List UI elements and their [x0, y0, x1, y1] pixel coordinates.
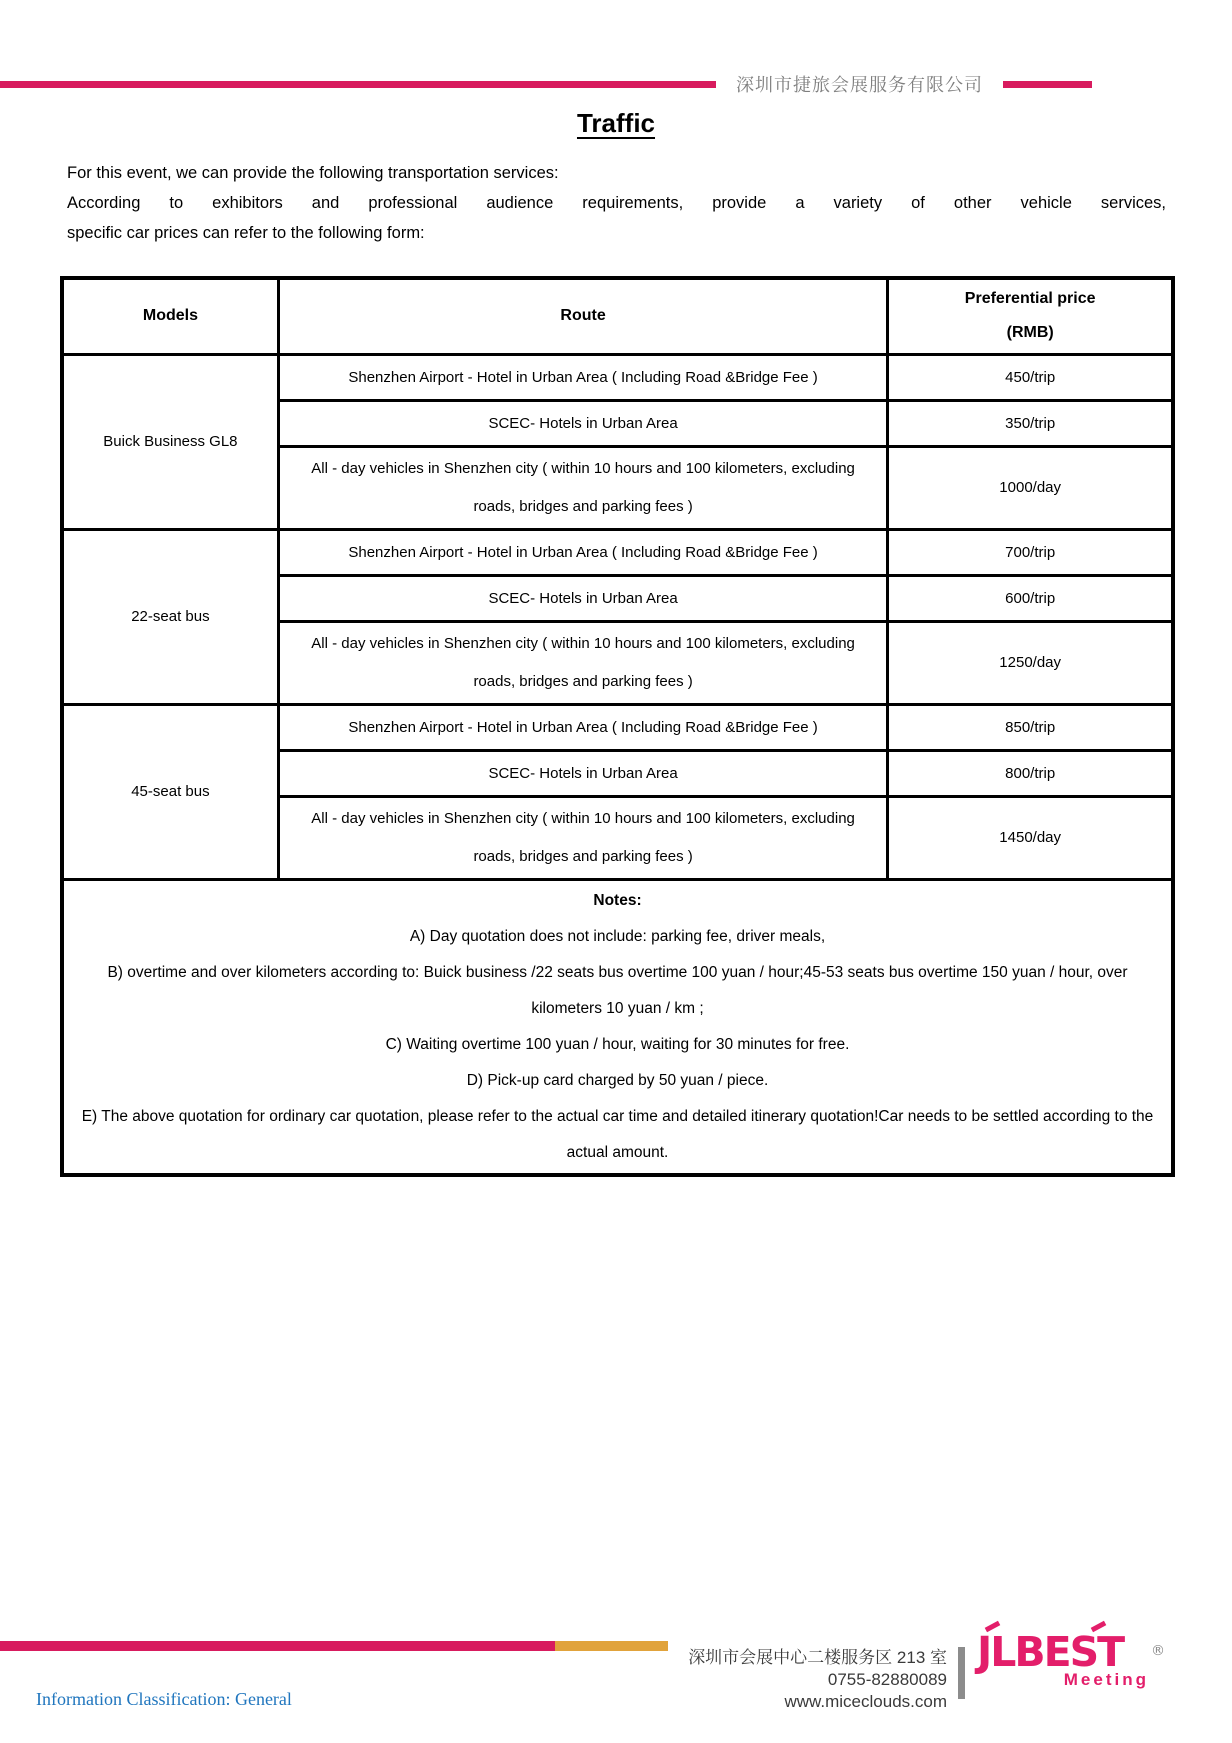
table-row [62, 529, 1173, 575]
information-classification-label: Information Classification: General [36, 1689, 292, 1709]
intro-text [67, 158, 1166, 248]
title-row [0, 108, 1232, 139]
footer-bar-orange [555, 1641, 668, 1651]
column-header-route: Route [278, 278, 887, 354]
header-company-name: 深圳市捷旅会展服务有限公司 [736, 75, 983, 95]
intro-line-1: For this event, we can provide the following transportation services: [67, 164, 559, 182]
registered-trademark-icon: ® [1151, 1643, 1165, 1659]
price-cell: 450/trip [888, 354, 1173, 400]
intro-line-2: According to exhibitors and professional audience requirements, provide a variety of other vehicle services, [67, 194, 1166, 212]
page-header [0, 72, 1092, 96]
model-cell-buick: Buick Business GL8 [62, 354, 278, 529]
footer-phone: 0755-82880089 [827, 1670, 947, 1689]
route-cell: Shenzhen Airport - Hotel in Urban Area ( Including Road &Bridge Fee ) [278, 529, 887, 575]
footer-bar-pink [0, 1641, 555, 1651]
column-header-models: Models [62, 278, 278, 354]
footer-contact-block [688, 1647, 947, 1713]
table-row [62, 704, 1173, 750]
route-cell: All - day vehicles in Shenzhen city ( within 10 hours and 100 kilometers, excluding roads, bridges and parking fees ) [278, 446, 887, 529]
note-c: C) Waiting overtime 100 yuan / hour, waiting for 30 minutes for free. [385, 1035, 850, 1053]
price-cell: 1450/day [888, 796, 1173, 879]
route-cell: All - day vehicles in Shenzhen city ( within 10 hours and 100 kilometers, excluding roads, bridges and parking fees ) [278, 796, 887, 879]
model-cell-45-seat-bus: 45-seat bus [62, 704, 278, 879]
jlbest-logo [977, 1628, 1165, 1690]
notes-row [62, 879, 1173, 1175]
page-title: Traffic [576, 108, 656, 138]
footer-address: 深圳市会展中心二楼服务区 213 室 [688, 1648, 947, 1667]
transport-price-table [60, 276, 1175, 1177]
column-header-price-line1: Preferential price [964, 290, 1096, 308]
column-header-price-line2: (RMB) [1006, 324, 1054, 342]
intro-line-3: specific car prices can refer to the following form: [67, 224, 425, 242]
jlbest-logo-text: JLBEST [977, 1628, 1124, 1676]
price-cell: 1250/day [888, 621, 1173, 704]
route-cell: Shenzhen Airport - Hotel in Urban Area ( Including Road &Bridge Fee ) [278, 704, 887, 750]
jlbest-logo-wordmark [977, 1628, 1165, 1676]
route-cell: All - day vehicles in Shenzhen city ( within 10 hours and 100 kilometers, excluding roads, bridges and parking fees ) [278, 621, 887, 704]
logo-divider-bar [958, 1647, 965, 1699]
note-d: D) Pick-up card charged by 50 yuan / piece. [466, 1071, 769, 1089]
header-rule-left [0, 81, 716, 88]
route-cell: SCEC- Hotels in Urban Area [278, 400, 887, 446]
price-cell: 1000/day [888, 446, 1173, 529]
route-cell: SCEC- Hotels in Urban Area [278, 575, 887, 621]
route-cell: SCEC- Hotels in Urban Area [278, 750, 887, 796]
notes-cell [62, 879, 1173, 1175]
price-cell: 850/trip [888, 704, 1173, 750]
price-cell: 600/trip [888, 575, 1173, 621]
table-row [62, 354, 1173, 400]
price-cell: 800/trip [888, 750, 1173, 796]
notes-label: Notes: [593, 891, 642, 909]
route-cell: Shenzhen Airport - Hotel in Urban Area ( Including Road &Bridge Fee ) [278, 354, 887, 400]
model-cell-22-seat-bus: 22-seat bus [62, 529, 278, 704]
footer-website: www.miceclouds.com [784, 1692, 947, 1711]
note-a: A) Day quotation does not include: parking fee, driver meals, [409, 927, 826, 945]
column-header-price [888, 278, 1173, 354]
header-rule-right [1003, 81, 1092, 88]
table-header-row [62, 278, 1173, 354]
note-e: E) The above quotation for ordinary car quotation, please refer to the actual car time and detailed itinerary quotation!Car needs to be settled according to the actual amount. [81, 1107, 1154, 1161]
note-b: B) overtime and over kilometers according to: Buick business /22 seats bus overtime 100 yuan / hour;45-53 seats bus overtime 150 yuan / hour, over kilometers 10 yuan / km ; [107, 963, 1128, 1017]
price-cell: 700/trip [888, 529, 1173, 575]
price-cell: 350/trip [888, 400, 1173, 446]
jlbest-logo-meeting: Meeting [1063, 1670, 1149, 1689]
